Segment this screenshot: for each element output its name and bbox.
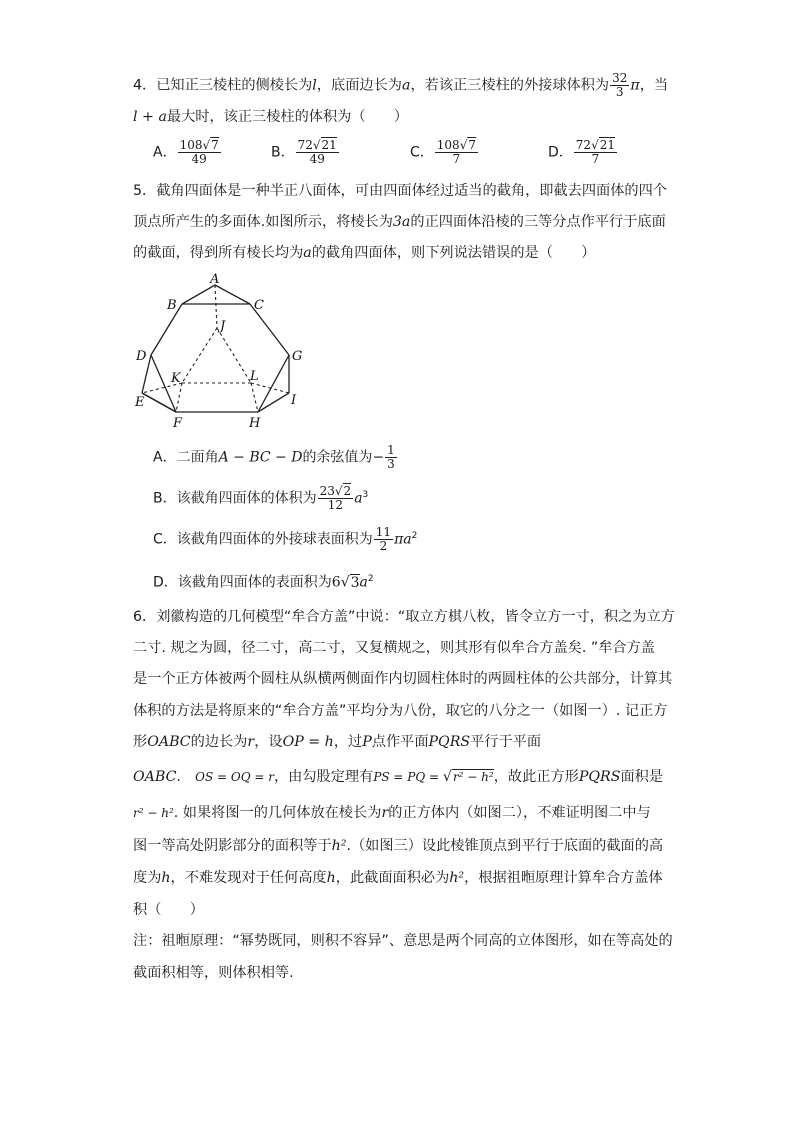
label-A: A bbox=[210, 272, 220, 287]
q6-line5: 形OABC的边长为r，设OP = h，过P点作平面PQRS平行于平面 bbox=[133, 734, 542, 750]
truncated-tetrahedron-figure bbox=[133, 272, 323, 432]
var-l: l bbox=[312, 77, 317, 94]
q5-option-b[interactable]: B．该截角四面体的体积为 $\frac{23√2}{12}$ $a^3$ bbox=[153, 484, 369, 513]
q6-note-line2: 截面积相等，则体积相等. bbox=[133, 965, 294, 981]
q5-option-c[interactable]: C．该截角四面体的外接球表面积为 $\frac{11}{2}$ $\pi a^2$ bbox=[153, 525, 418, 554]
q5-option-a[interactable]: A．二面角A − BC − D的余弦值为− $\frac{1}{3}$ bbox=[153, 443, 395, 471]
q6-line7: r² − h². 如果将图一的几何体放在棱长为r的正方体内（如图二），不难证明图二中与 bbox=[133, 805, 651, 821]
q4-option-a[interactable]: A． $\frac{108√7}{49}$ bbox=[153, 138, 219, 166]
q6-line2: 二寸. 规之为圆，径二寸，高二寸，又复横规之，则其形有似牟合方盖矣. ”牟合方盖 bbox=[133, 640, 655, 656]
q6-line6: OABC. OS = OQ = r，由勾股定理有PS = PQ = √r² − h²，故此正方形PQRS面积是 bbox=[133, 769, 664, 785]
label-H: H bbox=[249, 416, 261, 431]
label-B: B bbox=[167, 298, 177, 313]
q6-line4: 体积的方法是将原来的“牟合方盖”平均分为八份，取它的八分之一（如图一）. 记正方 bbox=[133, 703, 668, 719]
q5-line2: 顶点所产生的多面体.如图所示，将棱长为3a的正四面体沿棱的三等分点作平行于底面 bbox=[133, 214, 666, 230]
q5-line1: 5．截角四面体是一种半正八面体，可由四面体经过适当的截角，即截去四面体的四个 bbox=[133, 183, 667, 199]
label-G: G bbox=[292, 349, 303, 364]
volume-fraction: $\frac{32}{3}$ bbox=[612, 71, 628, 99]
q5-option-d[interactable]: D．该截角四面体的表面积为$6√3a^2$ bbox=[153, 574, 374, 591]
q6-note-line1: 注：祖暅原理：“幂势既同，则积不容异”、意思是两个同高的立体图形，如在等高处的 bbox=[133, 933, 673, 949]
label-F: F bbox=[173, 416, 183, 431]
label-I: I bbox=[291, 393, 297, 408]
q4-option-c[interactable]: C． $\frac{108√7}{7}$ bbox=[410, 138, 476, 166]
q4-line1: 4．已知正三棱柱的侧棱长为l，底面边长为a，若该正三棱柱的外接球体积为 $\frac{32}{3}$ π，当 bbox=[133, 71, 669, 99]
label-K: K bbox=[171, 371, 181, 386]
label-J: J bbox=[220, 319, 226, 334]
label-L: L bbox=[250, 369, 259, 384]
q6-line1: 6．刘徽构造的几何模型“牟合方盖”中说：“取立方棋八枚，皆令立方一寸，积之为立方 bbox=[133, 609, 675, 625]
label-D: D bbox=[136, 349, 147, 364]
q5-line3: 的截面，得到所有棱长均为a的截角四面体，则下列说法错误的是（ ） bbox=[133, 245, 596, 261]
label-E: E bbox=[135, 395, 145, 410]
q6-line8: 图一等高处阴影部分的面积等于h².（如图三）设此棱锥顶点到平行于底面的截面的高 bbox=[133, 838, 664, 854]
label-C: C bbox=[254, 298, 264, 313]
q4-line2: l + a最大时，该正三棱柱的体积为（ ） bbox=[133, 109, 409, 125]
q6-line10: 积（ ） bbox=[133, 902, 204, 918]
q4-option-d[interactable]: D． $\frac{72√21}{7}$ bbox=[548, 138, 615, 166]
q4-option-b[interactable]: B． $\frac{72√21}{49}$ bbox=[271, 138, 337, 166]
q6-line9: 度为h，不难发现对于任何高度h，此截面面积必为h²，根据祖暅原理计算牟合方盖体 bbox=[133, 870, 663, 886]
var-a: a bbox=[401, 77, 411, 94]
edge-top bbox=[182, 285, 250, 304]
q6-line3: 是一个正方体被两个圆柱从纵横两侧面作内切圆柱体时的两圆柱体的公共部分，计算其 bbox=[133, 671, 673, 687]
